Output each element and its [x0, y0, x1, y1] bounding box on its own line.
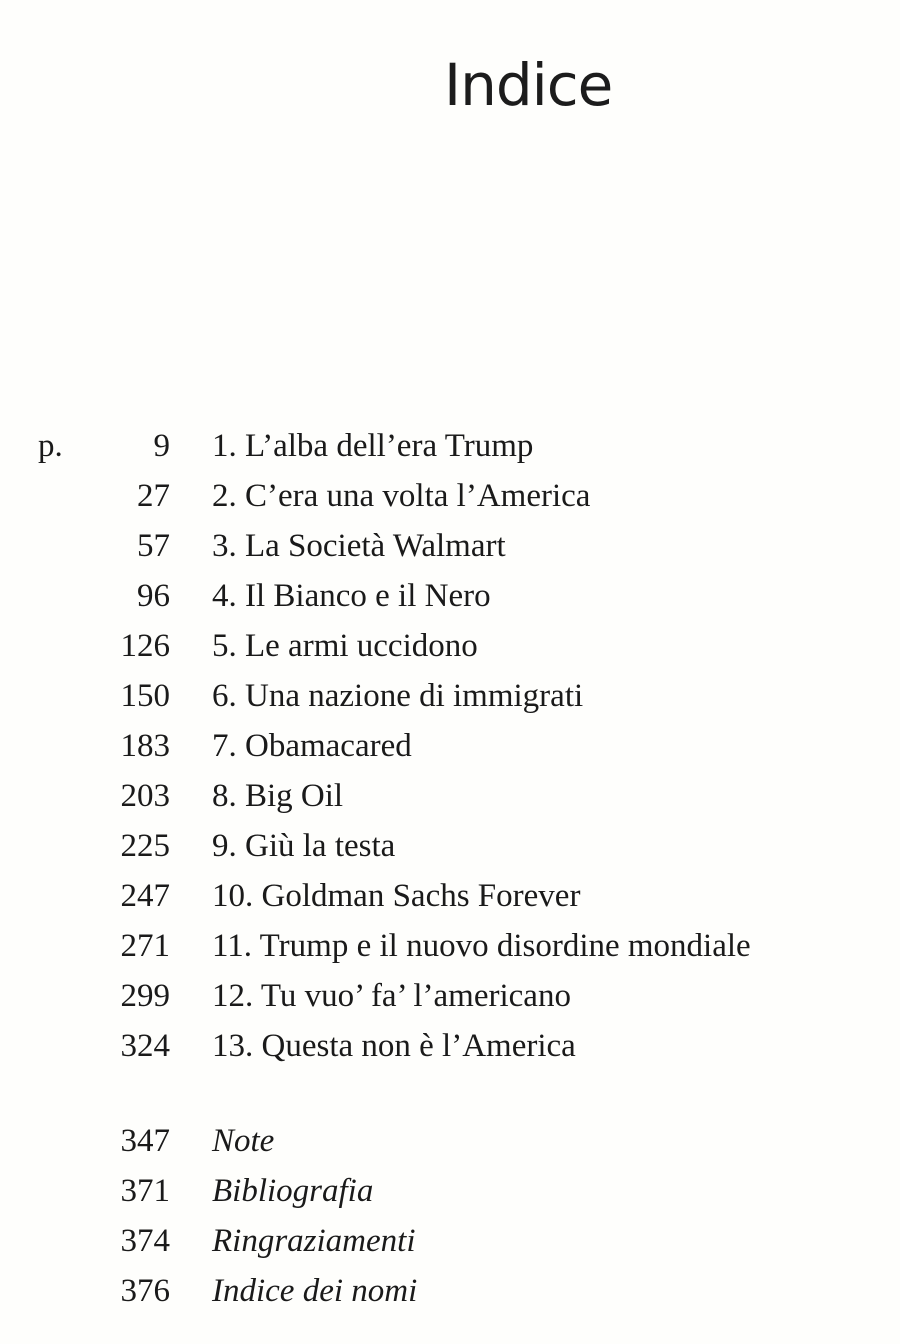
chapter-title: 3. La Società Walmart	[212, 528, 506, 564]
toc-entry-chapter-3	[0, 521, 900, 571]
chapter-title: 9. Giù la testa	[212, 828, 396, 864]
toc-entry-chapter-5	[0, 621, 900, 671]
page-number: 57	[137, 528, 170, 564]
page-number: 347	[120, 1123, 170, 1159]
page-number: 27	[137, 478, 170, 514]
page-number: 96	[137, 578, 170, 614]
page-title: Indice	[444, 51, 613, 119]
page-number: 324	[120, 1028, 170, 1064]
section-title: Note	[212, 1123, 275, 1159]
chapter-title: 2. C’era una volta l’America	[212, 478, 591, 514]
page-number: 183	[120, 728, 170, 764]
chapter-title: 6. Una nazione di immigrati	[212, 678, 584, 714]
page-number: 376	[120, 1273, 170, 1309]
chapter-title: 1. L’alba dell’era Trump	[212, 428, 534, 464]
page-number: 299	[120, 978, 170, 1014]
section-title: Bibliografia	[212, 1173, 374, 1209]
page-number: 150	[120, 678, 170, 714]
chapter-title: 5. Le armi uccidono	[212, 628, 478, 664]
toc-entry-chapter-13	[0, 1021, 900, 1071]
chapter-title: 13. Questa non è l’America	[212, 1028, 576, 1064]
page-number: 225	[120, 828, 170, 864]
toc-entry-chapter-1	[0, 421, 900, 471]
page-number: 374	[120, 1223, 170, 1259]
toc-entry-indice-dei-nomi	[0, 1266, 900, 1316]
page-number: 9	[153, 428, 170, 464]
chapter-title: 10. Goldman Sachs Forever	[212, 878, 581, 914]
chapter-title: 11. Trump e il nuovo disordine mondiale	[212, 928, 751, 964]
toc-entry-chapter-9	[0, 821, 900, 871]
toc-entry-chapter-7	[0, 721, 900, 771]
section-title: Indice dei nomi	[212, 1273, 418, 1309]
page-number: 126	[120, 628, 170, 664]
chapter-title: 8. Big Oil	[212, 778, 344, 814]
toc-entry-note	[0, 1116, 900, 1166]
page-number: 247	[120, 878, 170, 914]
page-prefix: p.	[38, 428, 63, 464]
page-number: 371	[120, 1173, 170, 1209]
toc-entry-chapter-6	[0, 671, 900, 721]
toc-entry-chapter-2	[0, 471, 900, 521]
chapter-title: 7. Obamacared	[212, 728, 412, 764]
page-number: 271	[120, 928, 170, 964]
chapter-title: 4. Il Bianco e il Nero	[212, 578, 491, 614]
toc-entry-chapter-11	[0, 921, 900, 971]
toc-entry-bibliografia	[0, 1166, 900, 1216]
chapter-title: 12. Tu vuo’ fa’ l’americano	[212, 978, 571, 1014]
toc-entry-chapter-10	[0, 871, 900, 921]
toc-entry-ringraziamenti	[0, 1216, 900, 1266]
page-number: 203	[120, 778, 170, 814]
toc-entry-chapter-12	[0, 971, 900, 1021]
toc-entry-chapter-4	[0, 571, 900, 621]
section-title: Ringraziamenti	[212, 1223, 416, 1259]
toc-entry-chapter-8	[0, 771, 900, 821]
